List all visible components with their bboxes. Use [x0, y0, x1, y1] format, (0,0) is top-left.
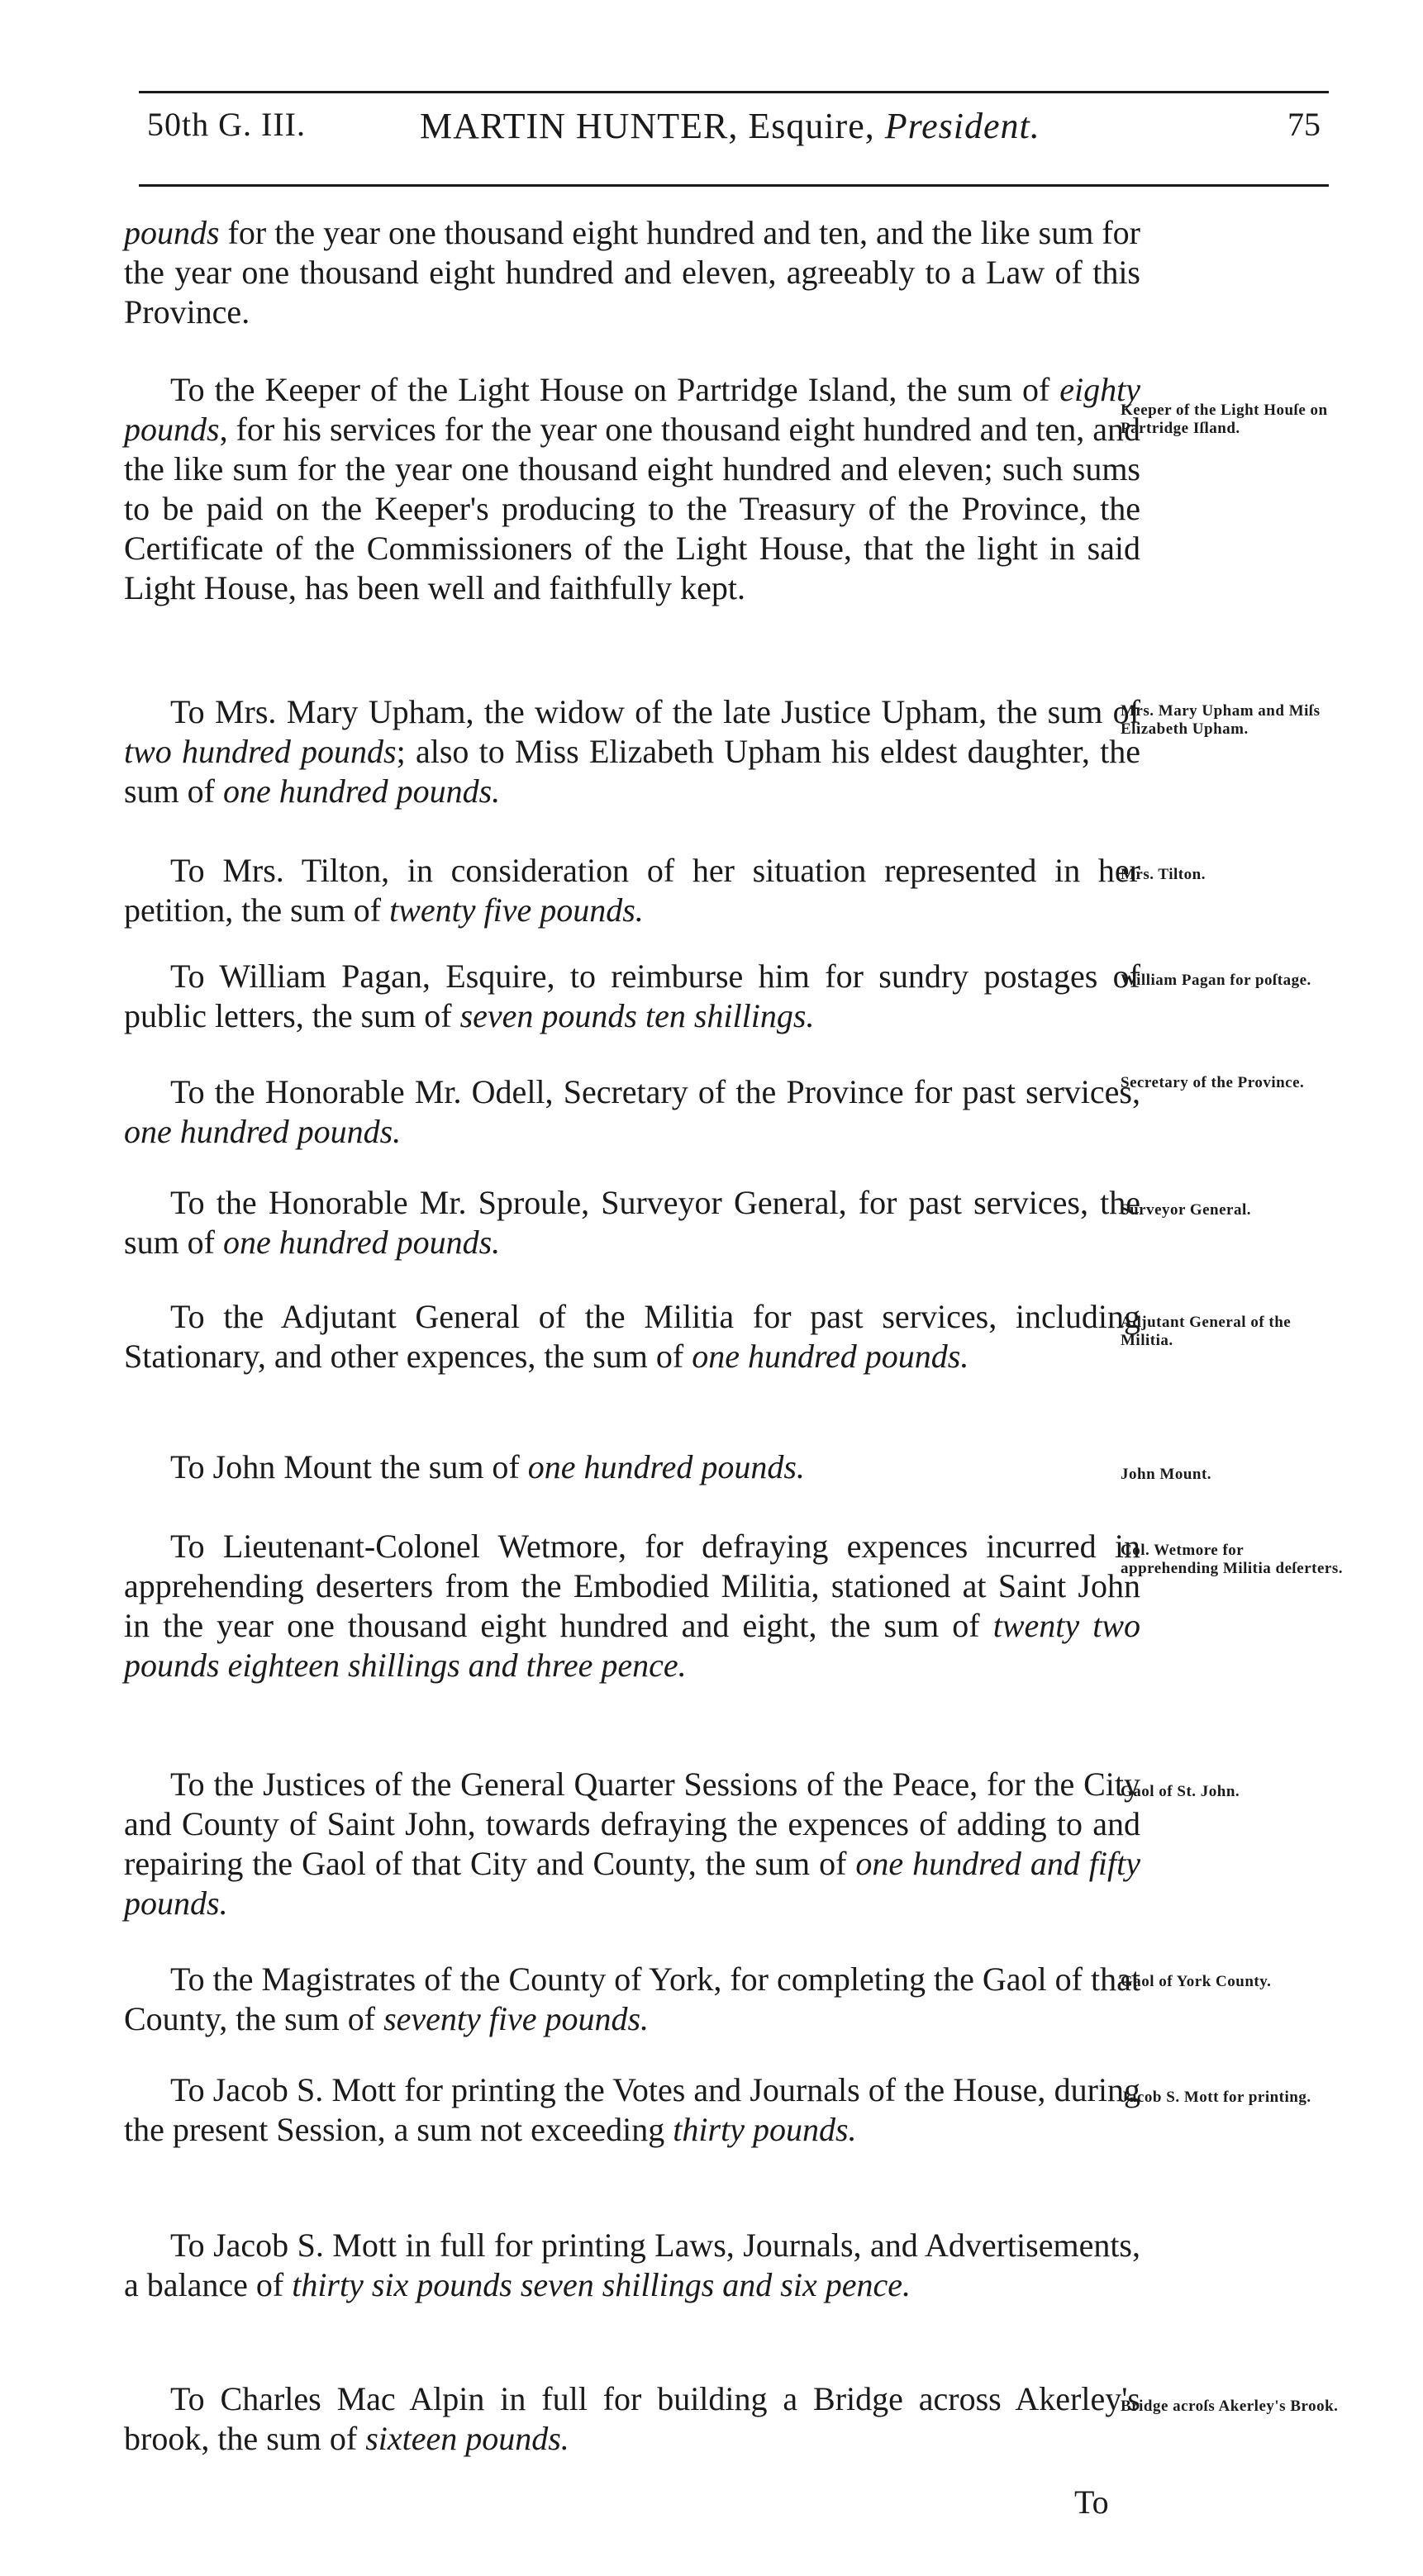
entry-4: [124, 957, 1140, 1036]
margin-note-2: Mrs. Mary Upham and Miſs Elizabeth Upham.: [1121, 702, 1321, 738]
margin-note-3: Mrs. Tilton.: [1121, 866, 1206, 883]
text-run: for the year one thousand eight hundred and ten, and the like sum for the year one thousand eight hundred and eleven, agreeably to a Law of this Province.: [124, 214, 1140, 330]
italic-amount: thirty six pounds seven shillings and six pence.: [292, 2266, 911, 2303]
entry-text: [124, 2379, 1140, 2459]
entry-1: [124, 370, 1140, 608]
entry-text: [124, 1297, 1140, 1376]
entry-10: [124, 1765, 1140, 1923]
entry-text: [124, 851, 1140, 930]
text-run: To Jacob S. Mott in full for printing Laws, Journals, and Advertisements, a balance of: [124, 2227, 1140, 2303]
text-run: To the Justices of the General Quarter Sessions of the Peace, for the City and County of Saint John, towards defraying the expences of adding to and repairing the Gaol of that City and County, the sum of: [124, 1766, 1140, 1882]
entry-2: [124, 692, 1140, 811]
margin-note-12: Jacob S. Mott for printing.: [1121, 2089, 1311, 2106]
text-run: To Mrs. Tilton, in consideration of her situation represented in her petition, the sum of: [124, 852, 1140, 929]
text-run: To the Magistrates of the County of York, for completing the Gaol of that County, the sum of: [124, 1961, 1140, 2037]
entry-7: [124, 1297, 1140, 1376]
text-run: To Mrs. Mary Upham, the widow of the late Justice Upham, the sum of: [170, 693, 1140, 730]
entry-text: [124, 2070, 1140, 2150]
margin-note-6: Surveyor General.: [1121, 1201, 1252, 1219]
entry-text: [124, 1447, 1140, 1487]
italic-amount: two hundred pounds: [124, 733, 397, 770]
entry-text: [124, 1765, 1140, 1923]
entry-8: [124, 1447, 1140, 1487]
italic-amount: sixteen pounds.: [365, 2420, 569, 2457]
entry-text: [124, 1960, 1140, 2039]
entry-11: [124, 1960, 1140, 2039]
text-run: To John Mount the sum of: [170, 1448, 528, 1485]
italic-amount: one hundred pounds.: [223, 772, 501, 810]
margin-note-5: Secretary of the Province.: [1121, 1074, 1305, 1091]
italic-amount: one hundred pounds.: [527, 1448, 805, 1485]
italic-amount: one hundred pounds.: [692, 1338, 969, 1375]
entry-6: [124, 1183, 1140, 1262]
margin-note-14: Bridge acroſs Akerley's Brook.: [1121, 2398, 1339, 2415]
text-run: To the Adjutant General of the Militia for past services, including Stationary, and other expences, the sum of: [124, 1298, 1140, 1375]
italic-amount: eighty pounds: [124, 371, 1140, 448]
text-run: To the Honorable Mr. Sproule, Surveyor General, for past services, the sum of: [124, 1184, 1140, 1261]
president-title: President.: [884, 106, 1040, 146]
italic-amount: one hundred pounds.: [223, 1224, 501, 1261]
margin-note-4: William Pagan for poſtage.: [1121, 972, 1311, 989]
text-run: To Charles Mac Alpin in full for building a Bridge across Akerley's brook, the sum of: [124, 2380, 1140, 2457]
text-run: To Lieutenant-Colonel Wetmore, for defraying expences incurred in apprehending deserters from the Embodied Militia, stationed at Saint John in the year one thousand eight hundred and eight, the sum of: [124, 1528, 1140, 1644]
text-run: To William Pagan, Esquire, to reimburse him for sundry postages of public letters, the sum of: [124, 958, 1140, 1034]
entry-3: [124, 851, 1140, 930]
margin-note-11: Gaol of York County.: [1121, 1973, 1272, 1990]
entry-text: [124, 957, 1140, 1036]
italic-amount: one hundred pounds.: [124, 1113, 402, 1150]
entry-13: [124, 2226, 1140, 2305]
entry-text: [124, 370, 1140, 608]
entry-text: [124, 692, 1140, 811]
margin-note-10: Gaol of St. John.: [1121, 1783, 1240, 1800]
entry-text: [124, 213, 1140, 332]
italic-amount: pounds: [124, 214, 220, 251]
entry-text: [124, 1183, 1140, 1262]
text-run: , for his services for the year one thousand eight hundred and ten, and the like sum for the year one thousand eight hundred and eleven; such sums to be paid on the Keeper's producing to the Treasury of the Province, the Certificate of the Commissioners of the Light House, that the light in said Light House, has been well and faithfully kept.: [124, 411, 1140, 606]
text-run: To the Keeper of the Light House on Partridge Island, the sum of: [170, 371, 1060, 408]
entry-9: [124, 1527, 1140, 1685]
italic-amount: seven pounds ten shillings.: [459, 997, 815, 1034]
italic-amount: one hundred and fifty pounds.: [124, 1845, 1140, 1922]
text-run: To the Honorable Mr. Odell, Secretary of the Province for past services,: [170, 1073, 1140, 1110]
margin-note-7: Adjutant General of the Militia.: [1121, 1314, 1292, 1349]
entry-text: [124, 1527, 1140, 1685]
president-heading: [420, 105, 1040, 147]
running-header: [139, 91, 1329, 187]
entry-5: [124, 1072, 1140, 1152]
margin-note-9: Col. Wetmore for apprehending Militia deſerters.: [1121, 1542, 1343, 1577]
margin-note-1: Keeper of the Light Houſe on Partridge Iſland.: [1121, 402, 1328, 437]
text-run: To Jacob S. Mott for printing the Votes and Journals of the House, during the present Session, a sum not exceeding: [124, 2071, 1140, 2148]
session-label: 50th G. III.: [147, 106, 306, 143]
italic-amount: seventy five pounds.: [383, 2000, 650, 2037]
president-name: MARTIN HUNTER, Esquire,: [420, 106, 885, 146]
entry-0: [124, 213, 1140, 332]
margin-note-8: John Mount.: [1121, 1466, 1212, 1483]
entry-14: [124, 2379, 1140, 2459]
entry-12: [124, 2070, 1140, 2150]
italic-amount: twenty five pounds.: [389, 891, 644, 929]
entry-text: [124, 2226, 1140, 2305]
italic-amount: thirty pounds.: [673, 2111, 857, 2148]
catchword: To: [1074, 2483, 1109, 2521]
italic-amount: twenty two pounds eighteen shillings and three pence.: [124, 1607, 1140, 1684]
text-run: ; also to Miss Elizabeth Upham his eldest daughter, the sum of: [124, 733, 1140, 810]
page-number: 75: [1287, 106, 1321, 143]
entry-text: [124, 1072, 1140, 1152]
